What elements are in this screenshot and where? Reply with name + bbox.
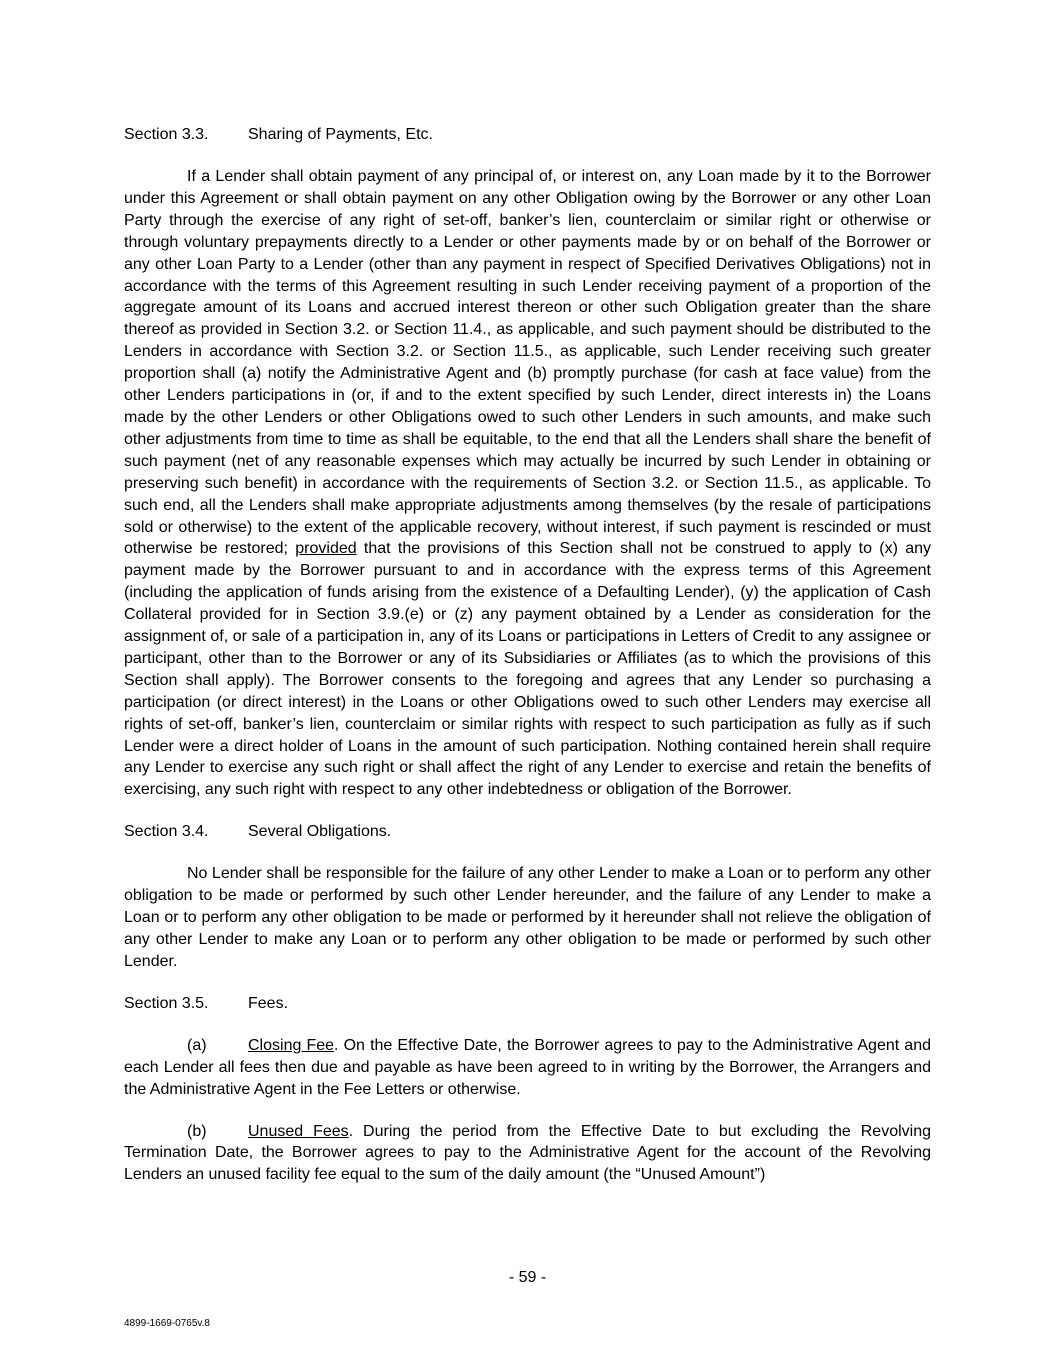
section-title: Fees.	[248, 994, 289, 1012]
section-title: Several Obligations.	[248, 823, 392, 841]
section-3-3-body	[124, 166, 931, 801]
section-number: Section 3.5.	[124, 994, 209, 1012]
document-page	[124, 124, 931, 1206]
document-id: 4899-1669-0765v.8	[124, 1318, 210, 1329]
body-text-part-1: If a Lender shall obtain payment of any principal of, or interest on, any Loan made by it to the Borrower under this Agreement or shall obtain payment on any other Obligation owing by the Borrower or any other Loan Party through the exercise of any right of set-off, banker’s lien, counterclaim or similar right or otherwise or through voluntary prepayments directly to a Lender or other payments made by or on behalf of the Borrower or any other Loan Party to a Lender (other than any payment in respect of Specified Derivatives Obligations) not in accordance with the terms of this Agreement resulting in such Lender receiving payment of a proportion of the aggregate amount of its Loans and accrued interest thereon or other such Obligation greater than the share thereof as provided in Section 3.2. or Section 11.4., as applicable, and such payment should be distributed to the Lenders in accordance with Section 3.2. or Section 11.5., as applicable, such Lender receiving such greater proportion shall (a) notify the Administrative Agent and (b) promptly purchase (for cash at face value) from the other Lenders participations in (or, if and to the extent specified by such Lender, direct interests in) the Loans made by the other Lenders or other Obligations owed to such other Lenders in such amounts, and make such other adjustments from time to time as shall be equitable, to the end that all the Lenders shall share the benefit of such payment (net of any reasonable expenses which may actually be incurred by such Lender in obtaining or preserving such benefit) in accordance with the requirements of Section 3.2. or Section 11.5., as applicable. To such end, all the Lenders shall make appropriate adjustments among themselves (by the resale of participations sold or otherwise) to the extent of the applicable recovery, without interest, if such payment is rescinded or must otherwise be restored;	[124, 168, 931, 558]
subsection-caption: Closing Fee	[248, 1036, 335, 1054]
section-3-5-heading	[124, 993, 931, 1015]
section-3-5-a	[124, 1035, 931, 1101]
section-number: Section 3.4.	[124, 823, 209, 841]
section-3-3-heading	[124, 124, 931, 146]
body-text: No Lender shall be responsible for the failure of any other Lender to make a Loan or to perform any other obligation to be made or performed by such other Lender hereunder, and the failure of any Lender to make a Loan or to perform any other obligation to be made or performed by it hereunder shall not relieve the obligation of any other Lender to make any Loan or to perform any other obligation to be made or performed by such other Lender.	[124, 865, 931, 970]
page-number: - 59 -	[508, 1269, 547, 1286]
body-text-part-2: that the provisions of this Section shall not be construed to apply to (x) any payment made by the Borrower pursuant to and in accordance with the express terms of this Agreement (including the application of funds arising from the existence of a Defaulting Lender), (y) the application of Cash Collateral provided for in Section 3.9.(e) or (z) any payment obtained by a Lender as consideration for the assignment of, or sale of a participation in, any of its Loans or participations in Letters of Credit to any assignee or participant, other than to the Borrower or any of its Subsidiaries or Affiliates (as to which the provisions of this Section shall apply). The Borrower consents to the foregoing and agrees that any Lender so purchasing a participation (or direct interest) in the Loans or other Obligations owed to such other Lenders may exercise all rights of set-off, banker’s lien, counterclaim or similar rights with respect to such participation as fully as if such Lender were a direct holder of Loans in the amount of such participation. Nothing contained herein shall require any Lender to exercise any such right or shall affect the right of any Lender to exercise and retain the benefits of exercising, any such right with respect to any other indebtedness or obligation of the Borrower.	[124, 540, 931, 799]
provided-term: provided	[295, 540, 357, 558]
subsection-text: . On the Effective Date, the Borrower agrees to pay to the Administrative Agent and each Lender all fees then due and payable as have been agreed to in writing by the Borrower, the Arrangers and the Administrative Agent in the Fee Letters or otherwise.	[124, 1036, 932, 1098]
section-number: Section 3.3.	[124, 126, 209, 143]
subsection-caption: Unused Fees	[248, 1122, 349, 1140]
subsection-label: (a)	[187, 1036, 207, 1054]
section-3-5-b	[124, 1121, 931, 1187]
subsection-text: . During the period from the Effective Date to but excluding the Revolving Termination Date, the Borrower agrees to pay to the Administrative Agent for the account of the Revolving Lenders an unused facility fee equal to the sum of the daily amount (the “Unused Amount”)	[124, 1122, 931, 1184]
section-3-4-heading	[124, 821, 931, 843]
section-title: Sharing of Payments, Etc.	[248, 126, 433, 143]
section-3-4-body	[124, 863, 931, 973]
subsection-label: (b)	[187, 1122, 207, 1140]
